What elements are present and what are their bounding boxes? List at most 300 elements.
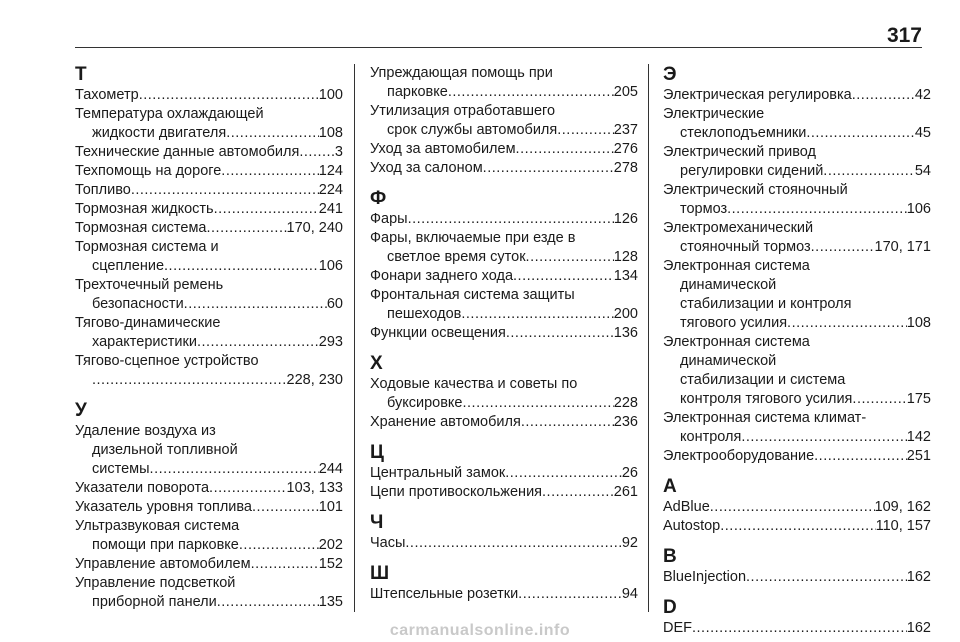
leader-dots [852,390,906,409]
entry-text: помощи при парковке [92,537,239,553]
entry-line [370,413,638,432]
index-section [663,546,931,587]
page-reference: 162 [906,620,931,636]
entry-line [370,229,638,248]
page-reference: 170, 171 [874,239,931,255]
entry-line [663,352,931,371]
section-letter: Т [75,64,87,85]
leader-dots [746,568,907,587]
index-entry [75,314,343,352]
leader-dots [741,428,906,447]
leader-dots [221,162,319,181]
index-entry [75,238,343,276]
section-letter: Ч [370,512,384,533]
entry-line [75,124,343,143]
section-letter: Ф [370,188,387,209]
entry-text: Электрические [663,106,765,122]
page-reference: 103, 133 [286,480,343,496]
entry-text: Тягово-динамические [75,315,221,331]
leader-dots [299,143,335,162]
entry-line [663,238,931,257]
watermark: carmanualsonline.info [389,622,571,639]
leader-dots [92,371,287,390]
index-entry [663,86,931,105]
entry-text: Штепсельные розетки [370,586,519,602]
column-divider [648,64,649,612]
entry-text: Уход за салоном [370,160,483,176]
entry-line [75,276,343,295]
page-reference: 135 [318,594,343,610]
leader-dots [408,210,614,229]
leader-dots [483,159,614,178]
entry-text: Электронная система [663,334,810,350]
entry-line [75,86,343,105]
page-reference: 54 [914,163,931,179]
leader-dots [214,200,319,219]
index-column-2 [370,64,638,604]
page-reference: 200 [613,306,638,322]
page-reference: 108 [318,125,343,141]
entry-line [75,200,343,219]
entry-line [75,257,343,276]
index-entry [75,219,343,238]
entry-line [663,276,931,295]
entry-text: Ходовые качества и советы по [370,376,578,392]
index-entry [370,159,638,178]
entry-text: Хранение автомобиля [370,414,521,430]
leader-dots [521,413,614,432]
entry-line [370,305,638,324]
entry-text: Управление автомобилем [75,556,251,572]
page-reference: 170, 240 [286,220,343,236]
leader-dots [207,219,287,238]
page-reference: 205 [613,84,638,100]
entry-line [75,536,343,555]
entry-text: безопасности [92,296,184,312]
entry-text: Электрический стояночный [663,182,848,198]
entry-text: тягового усилия [680,315,788,331]
page-reference: 94 [621,586,638,602]
index-entry [663,498,931,517]
entry-line [370,394,638,413]
index-entry [370,585,638,604]
index-section [370,188,638,343]
entry-text: Фонари заднего хода [370,268,514,284]
index-entry [370,413,638,432]
index-entry [370,64,638,102]
entry-line [75,479,343,498]
leader-dots [217,593,319,612]
entry-line [370,534,638,553]
leader-dots [518,585,622,604]
section-letter: У [75,400,87,421]
entry-line [370,585,638,604]
index-section [370,512,638,553]
leader-dots [448,83,614,102]
entry-line [663,409,931,428]
index-entry [370,534,638,553]
entry-text: Технические данные автомобиля [75,144,300,160]
entry-text: пешеходов [387,306,462,322]
page-reference: 128 [613,249,638,265]
entry-text: системы [92,461,150,477]
index-entry [663,447,931,466]
index-entry [370,483,638,502]
entry-line [75,143,343,162]
page-reference: 244 [318,461,343,477]
page-reference: 278 [613,160,638,176]
leader-dots [823,162,915,181]
index-entry [75,479,343,498]
entry-line [663,219,931,238]
entry-line [663,333,931,352]
index-section [370,442,638,502]
page-reference: 224 [318,182,343,198]
entry-text: Утилизация отработавшего [370,103,556,119]
index-column-1 [75,64,343,612]
entry-text: Техпомощь на дороге [75,163,222,179]
page-reference: 251 [906,448,931,464]
index-entry [75,200,343,219]
page-reference: 60 [326,296,343,312]
index-entry [75,498,343,517]
entry-line [370,64,638,83]
leader-dots [516,140,614,159]
index-entry [370,324,638,343]
index-entry [75,143,343,162]
entry-line [75,238,343,257]
entry-text: Указатели поворота [75,480,210,496]
entry-text: BlueInjection [663,569,747,585]
page-reference: 152 [318,556,343,572]
index-entry [370,464,638,483]
entry-line [75,314,343,333]
entry-line [370,140,638,159]
entry-text: Тягово-сцепное устройство [75,353,259,369]
entry-text: приборной панели [92,594,217,610]
page-reference: 106 [318,258,343,274]
entry-line [75,574,343,593]
leader-dots [197,333,319,352]
entry-line [75,441,343,460]
index-section [75,64,343,390]
entry-line [370,286,638,305]
entry-text: стояночный тормоз [680,239,811,255]
index-entry [75,105,343,143]
index-entry [75,86,343,105]
index-entry [370,229,638,267]
page-reference: 110, 157 [875,518,931,534]
entry-text: Управление подсветкой [75,575,236,591]
entry-line [370,159,638,178]
entry-line [370,267,638,286]
leader-dots [184,295,327,314]
index-entry [75,574,343,612]
entry-line [663,314,931,333]
page-number: 317 [886,24,922,47]
entry-line [370,210,638,229]
entry-text: Функции освещения [370,325,506,341]
index-entry [370,267,638,286]
index-entry [663,257,931,333]
page-reference: 101 [318,499,343,515]
leader-dots [727,200,907,219]
entry-text: характеристики [92,334,197,350]
index-entry [75,276,343,314]
column-divider [354,64,355,612]
entry-line [75,333,343,352]
entry-text: сцепление [92,258,165,274]
page-reference: 100 [318,87,343,103]
index-section [370,563,638,604]
entry-text: Электрическая регулировка [663,87,852,103]
entry-line [663,428,931,447]
page-reference: 228 [613,395,638,411]
entry-text: стабилизации и контроля [680,296,852,312]
leader-dots [239,536,319,555]
entry-line [75,517,343,536]
entry-line [663,257,931,276]
entry-line [663,568,931,587]
section-letter: A [663,476,677,497]
leader-dots [806,124,914,143]
entry-text: Ультразвуковая система [75,518,240,534]
section-letter: B [663,546,677,567]
entry-line [663,86,931,105]
page-reference: 162 [906,569,931,585]
entry-text: стабилизации и система [680,372,846,388]
entry-text: Топливо [75,182,131,198]
index-entry [75,181,343,200]
entry-line [75,555,343,574]
entry-line [75,498,343,517]
entry-line [663,371,931,390]
leader-dots [720,517,875,536]
page-reference: 241 [318,201,343,217]
entry-text: тормоз [680,201,728,217]
page-reference: 276 [613,141,638,157]
entry-line [75,181,343,200]
leader-dots [811,238,875,257]
section-letter: Х [370,353,383,374]
entry-line [663,181,931,200]
page-reference: 108 [906,315,931,331]
entry-line [370,324,638,343]
page-reference: 261 [613,484,638,500]
page-reference: 175 [906,391,931,407]
entry-line [663,295,931,314]
page-reference: 142 [906,429,931,445]
index-entry [370,140,638,159]
page-reference: 26 [621,465,638,481]
page-reference: 293 [318,334,343,350]
page-reference: 92 [621,535,638,551]
index-entry [370,286,638,324]
index-entry [663,181,931,219]
entry-text: Часы [370,535,406,551]
leader-dots [710,498,875,517]
entry-line [663,124,931,143]
index-section [663,476,931,536]
entry-line [370,483,638,502]
leader-dots [787,314,907,333]
entry-text: Центральный замок [370,465,506,481]
page-reference: 228, 230 [286,372,343,388]
index-entry [663,333,931,409]
leader-dots [150,460,319,479]
entry-text: Электронная система [663,258,810,274]
leader-dots [251,555,319,574]
entry-line [370,83,638,102]
leader-dots [852,86,915,105]
index-entry [75,517,343,555]
leader-dots [526,248,614,267]
page-reference: 237 [613,122,638,138]
leader-dots [131,181,319,200]
leader-dots [814,447,907,466]
index-entry [663,409,931,447]
page-reference: 236 [613,414,638,430]
section-letter: Ц [370,442,384,463]
entry-line [370,375,638,394]
leader-dots [164,257,319,276]
entry-text: Цепи противоскольжения [370,484,543,500]
entry-line [75,162,343,181]
entry-line [663,143,931,162]
page-reference: 124 [318,163,343,179]
leader-dots [461,305,613,324]
entry-line [75,295,343,314]
entry-line [663,517,931,536]
entry-line [370,464,638,483]
entry-text: стеклоподъемники [680,125,807,141]
entry-text: светлое время суток [387,249,526,265]
leader-dots [209,479,287,498]
entry-text: Тормозная жидкость [75,201,214,217]
header-rule [75,47,922,48]
page-reference: 136 [613,325,638,341]
entry-text: Autostop [663,518,721,534]
index-entry [75,352,343,390]
entry-line [663,447,931,466]
entry-text: Электронная система климат- [663,410,867,426]
entry-text: буксировке [387,395,463,411]
entry-text: Удаление воздуха из [75,423,216,439]
entry-line [75,105,343,124]
entry-line [75,593,343,612]
entry-text: Фронтальная система защиты [370,287,575,303]
index-entry [663,219,931,257]
index-section [75,400,343,612]
index-entry [370,102,638,140]
entry-line [75,422,343,441]
entry-text: Температура охлаждающей [75,106,264,122]
index-entry [75,555,343,574]
entry-line [663,162,931,181]
index-entry [75,162,343,181]
entry-line [663,105,931,124]
entry-text: Электрооборудование [663,448,815,464]
entry-text: Тормозная система [75,220,207,236]
entry-text: Электромеханический [663,220,814,236]
index-entry [75,422,343,479]
index-section [370,353,638,432]
entry-text: динамической [680,277,777,293]
entry-line [370,248,638,267]
entry-text: Фары, включаемые при езде в [370,230,576,246]
entry-line [75,219,343,238]
entry-text: Указатель уровня топлива [75,499,252,515]
entry-line [75,352,343,371]
page-reference: 126 [613,211,638,227]
leader-dots [463,394,614,413]
entry-text: Тахометр [75,87,139,103]
page-reference: 106 [906,201,931,217]
page-reference: 134 [613,268,638,284]
entry-text: контроля тягового усилия [680,391,853,407]
entry-text: AdBlue [663,499,710,515]
index-section [663,64,931,466]
entry-line [75,371,343,390]
entry-text: Тормозная система и [75,239,219,255]
entry-text: DEF [663,620,692,636]
index-entry [663,143,931,181]
leader-dots [513,267,614,286]
entry-text: Электрический привод [663,144,816,160]
leader-dots [252,498,319,517]
leader-dots [139,86,319,105]
entry-text: парковке [387,84,448,100]
leader-dots [506,324,614,343]
index-column-3 [663,64,931,638]
entry-text: динамической [680,353,777,369]
leader-dots [542,483,614,502]
section-letter: Э [663,64,677,85]
section-letter: D [663,597,677,618]
index-entry [370,375,638,413]
entry-line [370,102,638,121]
leader-dots [505,464,622,483]
index-entry [663,105,931,143]
entry-line [370,121,638,140]
entry-text: регулировки сидений [680,163,824,179]
section-letter: Ш [370,563,390,584]
leader-dots [226,124,319,143]
page-reference: 202 [318,537,343,553]
index-entry [370,210,638,229]
entry-line [663,498,931,517]
page-reference: 3 [334,144,343,160]
entry-text: контроля [680,429,742,445]
entry-text: Уход за автомобилем [370,141,516,157]
leader-dots [557,121,614,140]
page-reference: 42 [914,87,931,103]
entry-line [75,460,343,479]
entry-text: Трехточечный ремень [75,277,224,293]
index-section [370,64,638,178]
entry-text: Упреждающая помощь при [370,65,553,81]
index-entry [663,517,931,536]
entry-text: Фары [370,211,408,227]
page-reference: 109, 162 [874,499,931,515]
entry-text: срок службы автомобиля [387,122,558,138]
leader-dots [405,534,621,553]
page-reference: 45 [914,125,931,141]
entry-line [663,200,931,219]
entry-line [663,390,931,409]
entry-text: жидкости двигателя [92,125,227,141]
index-entry [663,568,931,587]
